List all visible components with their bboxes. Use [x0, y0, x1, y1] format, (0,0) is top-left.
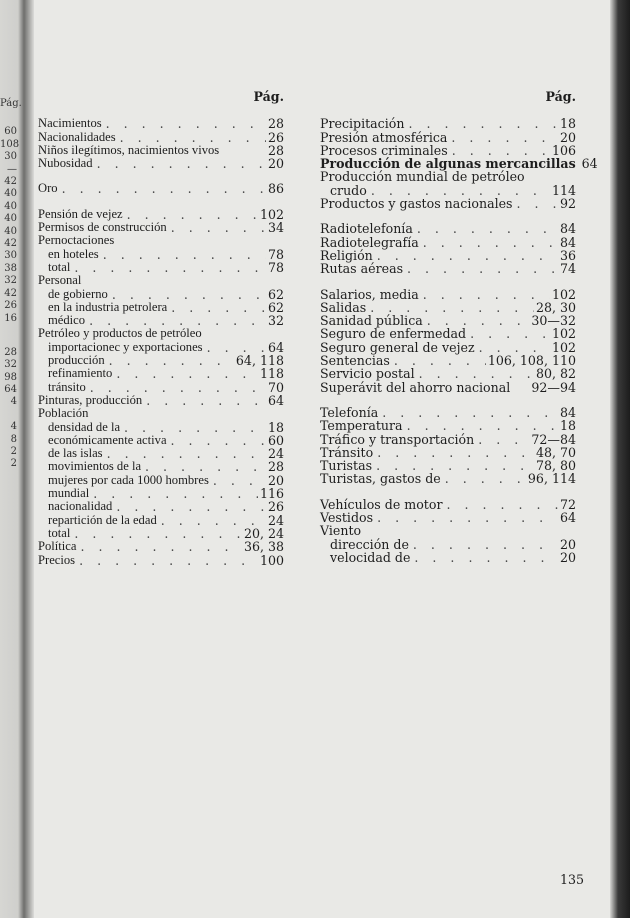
dot-leader [75, 554, 258, 567]
index-entry [320, 144, 576, 157]
entry-label: Pensión de vejez [38, 206, 123, 221]
entry-page: 26 [267, 129, 284, 145]
index-group [320, 222, 576, 275]
entry-page: 118 [259, 366, 284, 382]
index-entry [38, 301, 284, 314]
dot-leader [114, 234, 282, 247]
dot-leader [99, 248, 266, 261]
entry-label: Vestidos [320, 510, 374, 526]
dot-leader [70, 527, 242, 540]
entry-label: Salarios, media [320, 286, 419, 302]
index-entry [320, 301, 576, 314]
entry-page: 20 [559, 549, 576, 565]
entry-page: 84 [559, 234, 576, 250]
dot-leader [403, 262, 558, 275]
index-entry [320, 222, 576, 235]
entry-page: 24 [267, 446, 284, 462]
entry-label: Productos y gastos nacionales [320, 196, 513, 212]
dot-leader [525, 170, 574, 183]
entry-label: Precipitación [320, 116, 405, 132]
entry-page: 48, 70 [535, 444, 576, 460]
dot-leader [475, 341, 550, 354]
entry-page [282, 234, 284, 247]
dot-leader [372, 459, 534, 472]
fragment-number: 4 [10, 421, 17, 433]
index-entry [38, 394, 284, 407]
entry-page: 102 [551, 326, 576, 342]
index-entry [38, 208, 284, 221]
index-entry [38, 144, 284, 157]
entry-page: 20 [559, 536, 576, 552]
fragment-number: 28 [4, 346, 17, 358]
entry-page: 116 [259, 486, 284, 502]
entry-label: tránsito [48, 379, 86, 394]
dot-leader [70, 261, 266, 274]
entry-page: 70 [267, 379, 284, 395]
dot-leader [58, 182, 266, 195]
entry-page: 80, 82 [535, 366, 576, 382]
entry-label: Personal [38, 273, 82, 288]
entry-label: Superávit del ahorro nacional [320, 379, 511, 395]
entry-page: 28 [267, 459, 284, 475]
entry-page: 106 [551, 142, 576, 158]
index-entry [320, 406, 576, 419]
index-entry [320, 117, 576, 130]
fragment-number: 64 [4, 384, 17, 396]
entry-page: 60 [267, 432, 284, 448]
entry-label: Niños ilegítimos, nacimientos vivos [38, 142, 220, 157]
index-entry [320, 381, 576, 394]
entry-label: nacionalidad [48, 499, 113, 514]
index-entry [320, 538, 576, 551]
dot-leader [448, 144, 550, 157]
dot-leader [442, 498, 557, 511]
dot-leader [167, 221, 266, 234]
fragment-number: 30 [4, 151, 17, 163]
entry-page: 24 [267, 512, 284, 528]
entry-page: 28, 30 [535, 299, 576, 315]
index-entry [38, 474, 284, 487]
entry-page [282, 327, 284, 340]
fragment-number: 8 [10, 433, 17, 445]
entry-page: 100 [259, 552, 284, 568]
index-entry [38, 234, 284, 247]
page-edge-shadow [610, 0, 630, 918]
index-entry [38, 514, 284, 527]
entry-page: 106, 108, 110 [487, 353, 576, 369]
dot-leader [157, 514, 266, 527]
entry-label: Radiotelegrafía [320, 234, 419, 250]
entry-page: 20 [267, 156, 284, 172]
entry-page: 32 [267, 313, 284, 329]
entry-label: Tránsito [320, 444, 374, 460]
entry-page: 102 [551, 339, 576, 355]
index-entry [38, 117, 284, 130]
entry-label: Rutas aéreas [320, 261, 404, 277]
dot-leader [373, 249, 558, 262]
entry-page [574, 524, 576, 537]
index-group [320, 116, 598, 212]
index-group [38, 208, 284, 567]
fragment-number: 38 [4, 262, 17, 274]
dot-leader [141, 460, 266, 473]
entry-label: de las islas [48, 446, 103, 461]
dot-leader [366, 301, 534, 314]
entry-page: 62 [267, 299, 284, 315]
entry-label: Nubosidad [38, 156, 93, 171]
index-entry [38, 421, 284, 434]
dot-leader [410, 551, 558, 564]
index-entry [320, 236, 576, 249]
index-entry [320, 156, 598, 172]
index-entry [38, 354, 284, 367]
entry-label: dirección de [330, 536, 409, 552]
index-entry [38, 157, 284, 170]
entry-page: 114 [551, 182, 576, 198]
index-entry [38, 261, 284, 274]
index-group [38, 117, 284, 170]
index-entry [38, 327, 284, 340]
index-entry [320, 419, 576, 432]
entry-page: 18 [559, 116, 576, 132]
dot-leader [373, 446, 534, 459]
entry-label: Producción de algunas mercancillas [320, 156, 576, 172]
entry-page [282, 407, 284, 420]
index-entry [38, 540, 284, 553]
entry-page: 64 [267, 392, 284, 408]
index-entry [38, 487, 284, 500]
entry-page: 34 [267, 220, 284, 236]
entry-page: 78 [267, 246, 284, 262]
index-entry [38, 500, 284, 513]
entry-label: Religión [320, 247, 373, 263]
entry-page: 64 [559, 510, 576, 526]
dot-leader [423, 314, 530, 327]
dot-leader [415, 367, 534, 380]
index-entry [38, 527, 284, 540]
index-group [38, 182, 284, 195]
index-entry [320, 197, 576, 210]
entry-label: importacionec y exportaciones [48, 339, 203, 354]
dot-leader [112, 367, 258, 380]
dot-leader [441, 472, 526, 485]
fragment-number [0, 409, 17, 421]
dot-leader [209, 474, 266, 487]
fragment-number: 32 [4, 275, 17, 287]
entry-label: repartición de la edad [48, 512, 157, 527]
index-entry [38, 367, 284, 380]
entry-label: Oro [38, 181, 58, 196]
entry-label: Tráfico y transportación [320, 431, 475, 447]
entry-label: médico [48, 313, 86, 328]
entry-label: en la industria petrolera [48, 299, 168, 314]
entry-page: 72 [559, 496, 576, 512]
dot-leader [167, 301, 266, 314]
dot-leader [105, 354, 234, 367]
entry-page: 96, 114 [527, 471, 576, 487]
fragment-number: 2 [10, 458, 17, 470]
entry-label: Seguro de enfermedad [320, 326, 467, 342]
dot-leader [112, 500, 266, 513]
dot-leader [86, 381, 266, 394]
entry-page: 20, 24 [243, 525, 284, 541]
entry-page: 18 [267, 419, 284, 435]
entry-page: 64 [581, 156, 598, 172]
index-entry [320, 498, 576, 511]
index-entry [38, 288, 284, 301]
dot-leader [378, 406, 558, 419]
fragment-number: —42 [4, 163, 17, 188]
fragment-number: 30 [4, 250, 17, 262]
entry-page [282, 274, 284, 287]
index-entry [320, 184, 576, 197]
entry-page: 72—84 [531, 431, 576, 447]
dot-leader [142, 394, 266, 407]
entry-label: Permisos de construcción [38, 220, 167, 235]
dot-leader [447, 131, 558, 144]
index-entry [38, 221, 284, 234]
dot-leader [367, 184, 550, 197]
dot-leader [167, 434, 266, 447]
column-header: Pág. [545, 89, 576, 104]
index-column-left [38, 90, 284, 579]
entry-page: 84 [559, 221, 576, 237]
index-entry [38, 274, 284, 287]
entry-label: crudo [330, 182, 367, 198]
entry-label: Viento [320, 523, 362, 539]
entry-label: Nacionalidades [38, 129, 116, 144]
entry-label: Servicio postal [320, 366, 415, 382]
index-entry [38, 314, 284, 327]
fragment-number: 40 [4, 188, 17, 200]
index-column-right [320, 89, 598, 576]
index-entry [320, 327, 576, 340]
entry-page: 84 [559, 404, 576, 420]
dot-leader [81, 274, 282, 287]
entry-page: 62 [267, 286, 284, 302]
entry-label: total [48, 525, 71, 540]
entry-page: 26 [267, 499, 284, 515]
index-entry [320, 341, 576, 354]
entry-page: 102 [259, 206, 284, 222]
index-entry [38, 381, 284, 394]
entry-page: 18 [559, 418, 576, 434]
entry-label: total [48, 259, 71, 274]
index-entry [320, 524, 576, 537]
dot-leader [203, 341, 266, 354]
index-entry [38, 460, 284, 473]
fragment-number: 40 [4, 225, 17, 237]
entry-label: en hoteles [48, 246, 99, 261]
index-entry [38, 434, 284, 447]
entry-label: Radiotelefonía [320, 221, 413, 237]
entry-label: Producción mundial de petróleo [320, 169, 525, 185]
fragment-number: 108 [0, 138, 20, 150]
dot-leader [102, 117, 266, 130]
dot-leader [403, 419, 558, 432]
index-entry [38, 447, 284, 460]
fragment-number: 2 [10, 446, 17, 458]
entry-label: Política [38, 539, 77, 554]
entry-page: 92—94 [531, 379, 576, 395]
index-entry [320, 433, 576, 446]
entry-page [574, 170, 576, 183]
entry-page: 64 [267, 339, 284, 355]
dot-leader [89, 487, 258, 500]
fragment-number: 16 [4, 312, 17, 324]
entry-page: 20 [559, 129, 576, 145]
index-entry [320, 367, 576, 380]
index-group [320, 406, 576, 486]
entry-page: 28 [267, 142, 284, 158]
dot-leader [361, 524, 574, 537]
entry-label: movimientos de la [48, 459, 142, 474]
index-entry [320, 249, 576, 262]
entry-page: 102 [551, 286, 576, 302]
entry-page: 92 [559, 196, 576, 212]
entry-label: Temperatura [320, 418, 403, 434]
dot-leader [120, 421, 266, 434]
dot-leader [413, 222, 558, 235]
entry-page: 78, 80 [535, 458, 576, 474]
index-entry [320, 170, 576, 183]
entry-label: Precios [38, 552, 76, 567]
dot-leader [409, 538, 558, 551]
fragment-number: 60 [4, 126, 17, 138]
entry-label: producción [48, 353, 105, 368]
dot-leader [419, 288, 550, 301]
dot-leader [116, 131, 266, 144]
index-entry [38, 131, 284, 144]
index-group [320, 288, 576, 394]
dot-leader [76, 540, 241, 553]
dot-leader [510, 381, 529, 394]
entry-page: 28 [267, 116, 284, 132]
index-entry [38, 407, 284, 420]
entry-label: mujeres por cada 1000 hombres [48, 472, 209, 487]
dot-leader [123, 208, 258, 221]
entry-label: Petróleo y productos de petróleo [38, 326, 202, 341]
index-entry [320, 314, 576, 327]
entry-label: Pernoctaciones [38, 233, 115, 248]
entry-label: Vehículos de motor [320, 496, 443, 512]
entry-label: Nacimientos [38, 116, 102, 131]
index-entry [38, 554, 284, 567]
index-entry [320, 446, 576, 459]
entry-label: Seguro general de vejez [320, 339, 475, 355]
entry-label: densidad de la [48, 419, 121, 434]
entry-label: Salidas [320, 299, 367, 315]
entry-page: 64, 118 [235, 353, 284, 369]
fragment-number: 98 [4, 371, 17, 383]
page-number: 135 [560, 872, 585, 887]
fragment-number: 32 [4, 359, 17, 371]
dot-leader [219, 144, 266, 157]
entry-page: 36 [559, 247, 576, 263]
dot-leader [85, 314, 266, 327]
dot-leader [88, 407, 282, 420]
dot-leader [373, 511, 558, 524]
fragment-number: 40 [4, 213, 17, 225]
fragment-header: Pág. [0, 98, 22, 109]
fragment-number: 4 [10, 396, 17, 408]
fragment-number: 42 [4, 287, 17, 299]
index-group [320, 498, 576, 564]
entry-label: Turistas [320, 458, 373, 474]
index-entry [38, 182, 284, 195]
dot-leader [474, 433, 529, 446]
dot-leader [93, 157, 266, 170]
fragment-number: 42 [4, 238, 17, 250]
index-entry [320, 288, 576, 301]
index-entry [320, 459, 576, 472]
dot-leader [108, 288, 266, 301]
entry-label: de gobierno [48, 286, 108, 301]
entry-page: 74 [559, 261, 576, 277]
column-header: Pág. [253, 89, 284, 104]
index-entry [320, 551, 576, 564]
entry-label: Población [38, 406, 89, 421]
dot-leader [419, 236, 558, 249]
entry-label: Pinturas, producción [38, 392, 143, 407]
index-entry [320, 262, 576, 275]
index-entry [320, 131, 576, 144]
fragment-number: 26 [4, 300, 17, 312]
entry-label: mundial [48, 486, 90, 501]
previous-page-fragment [0, 98, 22, 471]
entry-page: 78 [267, 259, 284, 275]
index-entry [320, 354, 576, 367]
entry-label: Sentencias [320, 353, 390, 369]
entry-label: Procesos criminales [320, 142, 448, 158]
entry-label: Sanidad pública [320, 313, 423, 329]
entry-page: 36, 38 [243, 539, 284, 555]
entry-label: Presión atmosférica [320, 129, 448, 145]
entry-label: refinamiento [48, 366, 113, 381]
entry-label: Turistas, gastos de [320, 471, 441, 487]
entry-label: velocidad de [330, 549, 411, 565]
dot-leader [390, 354, 486, 367]
entry-page: 30—32 [531, 313, 576, 329]
entry-label: económicamente activa [48, 432, 167, 447]
index-entry [38, 341, 284, 354]
dot-leader [202, 327, 282, 340]
index-entry [320, 511, 576, 524]
dot-leader [466, 327, 550, 340]
entry-label: Telefonía [320, 404, 379, 420]
dot-leader [404, 117, 558, 130]
index-entry [38, 248, 284, 261]
dot-leader [103, 447, 266, 460]
dot-leader [513, 197, 558, 210]
index-entry [320, 472, 576, 485]
entry-page: 20 [267, 472, 284, 488]
entry-page: 86 [267, 181, 284, 197]
fragment-number: 40 [4, 200, 17, 212]
